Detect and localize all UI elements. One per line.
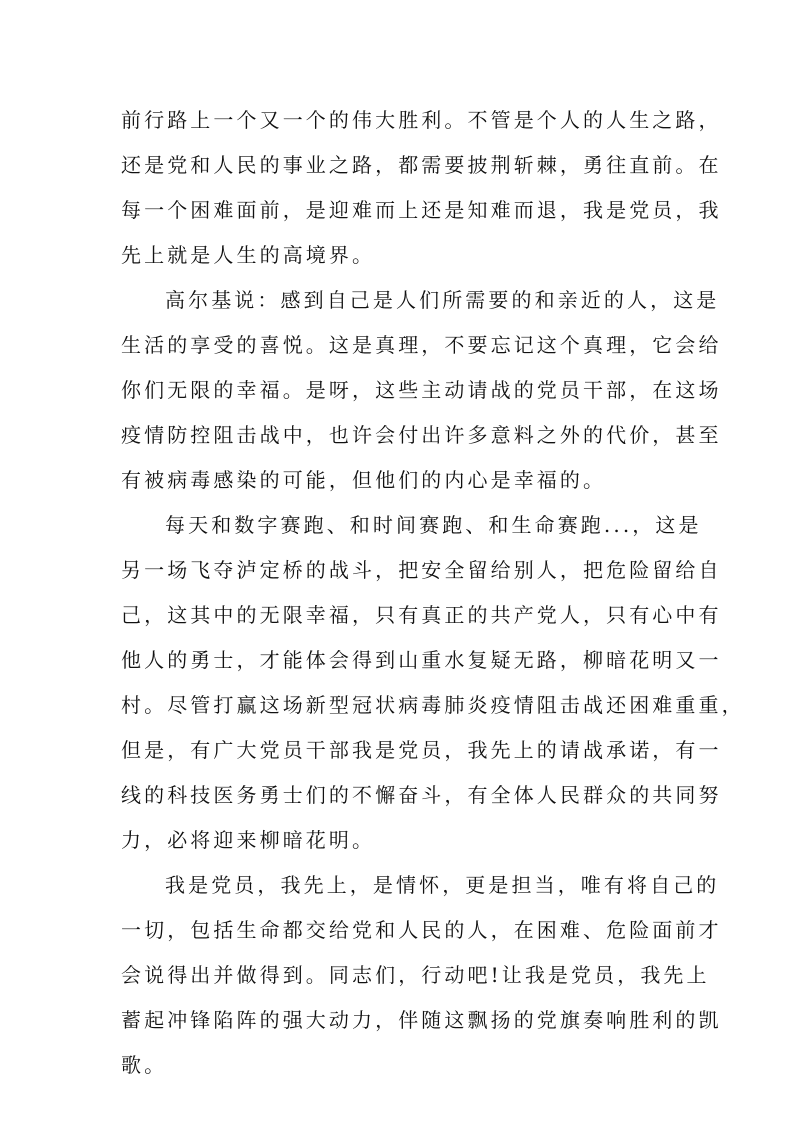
text-line: 他人的勇士，才能体会得到山重水复疑无路，柳暗花明又一: [121, 648, 722, 672]
text-line: 线的科技医务勇士们的不懈奋斗，有全体人民群众的共同努: [121, 783, 722, 807]
paragraph-first-line: 每天和数字赛跑、和时间赛跑、和生命赛跑...，这是: [165, 513, 702, 537]
text-line: 一切，包括生命都交给党和人民的人，在困难、危险面前才: [121, 918, 722, 942]
text-line: 会说得出并做得到。同志们，行动吧!让我是党员，我先上: [121, 963, 710, 987]
text-line: 每一个困难面前，是迎难而上还是知难而退，我是党员，我: [121, 198, 722, 222]
text-line: 力，必将迎来柳暗花明。: [121, 828, 376, 852]
document-body: [121, 98, 745, 1088]
text-line: 有被病毒感染的可能，但他们的内心是幸福的。: [121, 468, 607, 492]
paragraph-first-line: 高尔基说：感到自己是人们所需要的和亲近的人，这是: [165, 288, 720, 312]
paragraph-first-line: 我是党员，我先上，是情怀，更是担当，唯有将自己的: [165, 873, 720, 897]
text-line: 己，这其中的无限幸福，只有真正的共产党人，只有心中有: [121, 603, 722, 627]
text-line: 你们无限的幸福。是呀，这些主动请战的党员干部，在这场: [121, 378, 722, 402]
text-line: 蓄起冲锋陷阵的强大动力，伴随这飘扬的党旗奏响胜利的凯: [121, 1008, 722, 1032]
text-line: 先上就是人生的高境界。: [121, 243, 376, 267]
text-line: 村。尽管打赢这场新型冠状病毒肺炎疫情阻击战还困难重重，: [121, 693, 745, 717]
text-line: 歌。: [121, 1053, 168, 1077]
text-line: 还是党和人民的事业之路，都需要披荆斩棘，勇往直前。在: [121, 153, 722, 177]
text-line: 另一场飞夺泸定桥的战斗，把安全留给别人，把危险留给自: [121, 558, 722, 582]
text-line: 前行路上一个又一个的伟大胜利。不管是个人的人生之路，: [121, 108, 722, 132]
text-line: 但是，有广大党员干部我是党员，我先上的请战承诺，有一: [121, 738, 722, 762]
text-line: 疫情防控阻击战中，也许会付出许多意料之外的代价，甚至: [121, 423, 722, 447]
text-line: 生活的享受的喜悦。这是真理，不要忘记这个真理，它会给: [121, 333, 722, 357]
